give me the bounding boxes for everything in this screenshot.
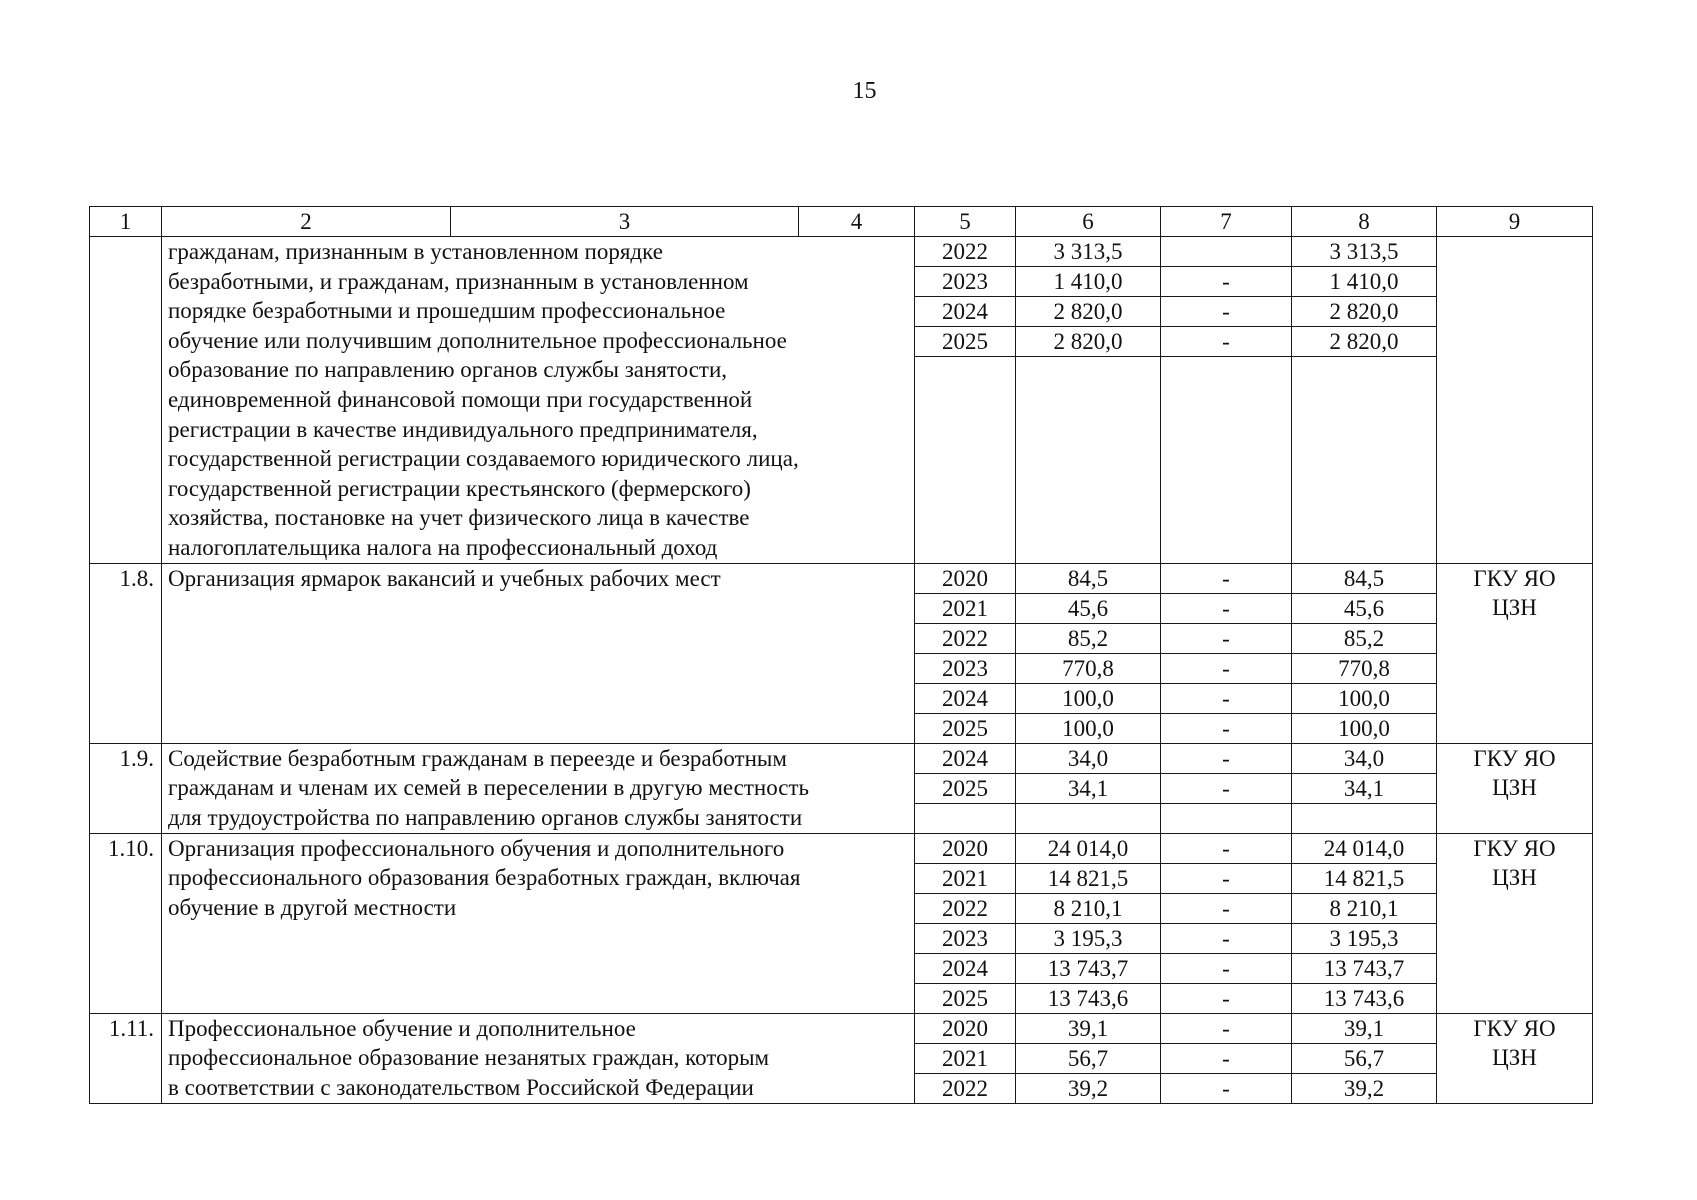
year-cell: 2024: [915, 297, 1016, 327]
year-cell: [915, 357, 1016, 564]
column-7-cell: -: [1161, 297, 1292, 327]
total-amount-cell: 3 313,5: [1016, 237, 1161, 267]
description-line: регистрации в качестве индивидуального предпринимателя,: [168, 416, 758, 442]
year-cell: 2025: [915, 773, 1016, 803]
header-cell: 5: [915, 207, 1016, 237]
total-amount-cell: 39,1: [1016, 1013, 1161, 1043]
executor-line: ГКУ ЯО: [1473, 565, 1556, 591]
column-7-cell: -: [1161, 863, 1292, 893]
year-cell: 2021: [915, 863, 1016, 893]
header-cell: 1: [90, 207, 162, 237]
year-cell: 2022: [915, 237, 1016, 267]
description-line: гражданам и членам их семей в переселении в другую местность: [168, 775, 810, 801]
year-cell: 2020: [915, 833, 1016, 863]
column-7-cell: -: [1161, 983, 1292, 1013]
total-amount-cell: 84,5: [1016, 563, 1161, 593]
header-cell: 2: [162, 207, 451, 237]
total-amount-cell: 13 743,6: [1016, 983, 1161, 1013]
total-amount-cell: 1 410,0: [1016, 267, 1161, 297]
year-cell: 2022: [915, 623, 1016, 653]
item-number: [90, 237, 162, 564]
table-row: [90, 1013, 1593, 1043]
executor-cell: [1437, 237, 1593, 564]
executor-line: ГКУ ЯО: [1473, 835, 1556, 861]
budget-table: [89, 206, 1593, 1104]
item-number: 1.8.: [90, 563, 162, 743]
year-cell: 2021: [915, 593, 1016, 623]
column-7-cell: [1161, 803, 1292, 833]
column-8-amount-cell: 100,0: [1292, 713, 1437, 743]
column-8-amount-cell: 1 410,0: [1292, 267, 1437, 297]
item-description: [162, 743, 915, 833]
total-amount-cell: 14 821,5: [1016, 863, 1161, 893]
total-amount-cell: [1016, 357, 1161, 564]
column-8-amount-cell: 85,2: [1292, 623, 1437, 653]
year-cell: 2022: [915, 1073, 1016, 1103]
column-7-cell: -: [1161, 833, 1292, 863]
total-amount-cell: 3 195,3: [1016, 923, 1161, 953]
column-7-cell: -: [1161, 713, 1292, 743]
table-row: [90, 833, 1593, 863]
column-8-amount-cell: 3 195,3: [1292, 923, 1437, 953]
column-8-amount-cell: [1292, 357, 1437, 564]
column-8-amount-cell: 2 820,0: [1292, 327, 1437, 357]
column-8-amount-cell: 24 014,0: [1292, 833, 1437, 863]
year-cell: 2020: [915, 563, 1016, 593]
description-line: обучение или получившим дополнительное профессиональное: [168, 327, 787, 353]
column-8-amount-cell: 8 210,1: [1292, 893, 1437, 923]
total-amount-cell: 45,6: [1016, 593, 1161, 623]
total-amount-cell: 100,0: [1016, 713, 1161, 743]
description-line: профессионального образования безработных граждан, включая: [168, 865, 801, 891]
column-7-cell: [1161, 237, 1292, 267]
year-cell: 2022: [915, 893, 1016, 923]
column-7-cell: -: [1161, 623, 1292, 653]
item-description: [162, 1013, 915, 1103]
executor-cell: [1437, 833, 1593, 1013]
executor-line: ЦЗН: [1492, 594, 1537, 620]
header-cell: 6: [1016, 207, 1161, 237]
item-description: [162, 833, 915, 1013]
column-7-cell: -: [1161, 1073, 1292, 1103]
executor-line: ГКУ ЯО: [1473, 1015, 1556, 1041]
year-cell: 2020: [915, 1013, 1016, 1043]
description-line: профессиональное образование незанятых граждан, которым: [168, 1045, 770, 1071]
column-8-amount-cell: 56,7: [1292, 1043, 1437, 1073]
year-cell: 2024: [915, 743, 1016, 773]
year-cell: 2021: [915, 1043, 1016, 1073]
description-line: единовременной финансовой помощи при государственной: [168, 386, 753, 412]
description-line: государственной регистрации создаваемого юридического лица,: [168, 446, 799, 472]
total-amount-cell: 56,7: [1016, 1043, 1161, 1073]
description-line: гражданам, признанным в установленном порядке: [168, 239, 663, 264]
description-line: образование по направлению органов службы занятости,: [168, 357, 728, 383]
total-amount-cell: 770,8: [1016, 653, 1161, 683]
column-7-cell: -: [1161, 683, 1292, 713]
table-row: [90, 743, 1593, 773]
column-7-cell: -: [1161, 1043, 1292, 1073]
executor-line: ГКУ ЯО: [1473, 745, 1556, 771]
page-number: 15: [852, 78, 877, 104]
column-7-cell: -: [1161, 1013, 1292, 1043]
column-8-amount-cell: 14 821,5: [1292, 863, 1437, 893]
item-number: 1.10.: [90, 833, 162, 1013]
column-8-amount-cell: 34,0: [1292, 743, 1437, 773]
column-8-amount-cell: 3 313,5: [1292, 237, 1437, 267]
column-8-amount-cell: 100,0: [1292, 683, 1437, 713]
column-7-cell: -: [1161, 267, 1292, 297]
total-amount-cell: 39,2: [1016, 1073, 1161, 1103]
column-8-amount-cell: 45,6: [1292, 593, 1437, 623]
year-cell: 2024: [915, 953, 1016, 983]
executor-line: ЦЗН: [1492, 1044, 1537, 1070]
column-7-cell: -: [1161, 593, 1292, 623]
column-8-amount-cell: [1292, 803, 1437, 833]
column-8-amount-cell: 34,1: [1292, 773, 1437, 803]
year-cell: 2023: [915, 923, 1016, 953]
total-amount-cell: 34,1: [1016, 773, 1161, 803]
year-cell: 2025: [915, 713, 1016, 743]
column-7-cell: -: [1161, 743, 1292, 773]
year-cell: 2023: [915, 653, 1016, 683]
column-8-amount-cell: 39,1: [1292, 1013, 1437, 1043]
total-amount-cell: 2 820,0: [1016, 327, 1161, 357]
description-line: государственной регистрации крестьянского (фермерского): [168, 475, 751, 501]
executor-line: ЦЗН: [1492, 774, 1537, 800]
header-row: [90, 207, 1593, 237]
description-line: Содействие безработным гражданам в переезде и безработным: [168, 745, 787, 771]
year-cell: 2024: [915, 683, 1016, 713]
total-amount-cell: 100,0: [1016, 683, 1161, 713]
column-7-cell: -: [1161, 893, 1292, 923]
total-amount-cell: 34,0: [1016, 743, 1161, 773]
description-line: порядке безработными и прошедшим профессиональное: [168, 298, 726, 324]
description-line: Организация ярмарок вакансий и учебных рабочих мест: [168, 565, 721, 591]
column-8-amount-cell: 84,5: [1292, 563, 1437, 593]
year-cell: 2023: [915, 267, 1016, 297]
description-line: безработными, и гражданам, признанным в установленном: [168, 268, 749, 294]
column-7-cell: -: [1161, 563, 1292, 593]
description-line: налогоплательщика налога на профессиональный доход: [168, 534, 718, 560]
column-7-cell: -: [1161, 327, 1292, 357]
year-cell: 2025: [915, 983, 1016, 1013]
table-row: [90, 563, 1593, 593]
header-cell: 9: [1437, 207, 1593, 237]
description-line: Профессиональное обучение и дополнительное: [168, 1015, 636, 1041]
description-line: обучение в другой местности: [168, 894, 457, 920]
total-amount-cell: 8 210,1: [1016, 893, 1161, 923]
column-8-amount-cell: 2 820,0: [1292, 297, 1437, 327]
column-8-amount-cell: 13 743,7: [1292, 953, 1437, 983]
executor-line: ЦЗН: [1492, 864, 1537, 890]
executor-cell: [1437, 563, 1593, 743]
header-cell: 7: [1161, 207, 1292, 237]
column-7-cell: -: [1161, 923, 1292, 953]
header-cell: 8: [1292, 207, 1437, 237]
table-row: [90, 237, 1593, 267]
total-amount-cell: 24 014,0: [1016, 833, 1161, 863]
column-8-amount-cell: 770,8: [1292, 653, 1437, 683]
total-amount-cell: 85,2: [1016, 623, 1161, 653]
column-8-amount-cell: 39,2: [1292, 1073, 1437, 1103]
total-amount-cell: 2 820,0: [1016, 297, 1161, 327]
executor-cell: [1437, 743, 1593, 833]
column-7-cell: -: [1161, 653, 1292, 683]
description-line: в соответствии с законодательством Российской Федерации: [168, 1074, 754, 1100]
executor-cell: [1437, 1013, 1593, 1103]
table-body: [90, 207, 1593, 1104]
description-line: для трудоустройства по направлению органов службы занятости: [168, 804, 803, 830]
year-cell: [915, 803, 1016, 833]
item-description: [162, 237, 915, 564]
item-description: [162, 563, 915, 743]
header-cell: 3: [451, 207, 799, 237]
column-8-amount-cell: 13 743,6: [1292, 983, 1437, 1013]
item-number: 1.11.: [90, 1013, 162, 1103]
description-line: Организация профессионального обучения и дополнительного: [168, 835, 785, 861]
column-7-cell: -: [1161, 773, 1292, 803]
description-line: хозяйства, постановке на учет физического лица в качестве: [168, 505, 750, 531]
year-cell: 2025: [915, 327, 1016, 357]
total-amount-cell: 13 743,7: [1016, 953, 1161, 983]
header-cell: 4: [799, 207, 915, 237]
total-amount-cell: [1016, 803, 1161, 833]
item-number: 1.9.: [90, 743, 162, 833]
column-7-cell: -: [1161, 953, 1292, 983]
column-7-cell: [1161, 357, 1292, 564]
